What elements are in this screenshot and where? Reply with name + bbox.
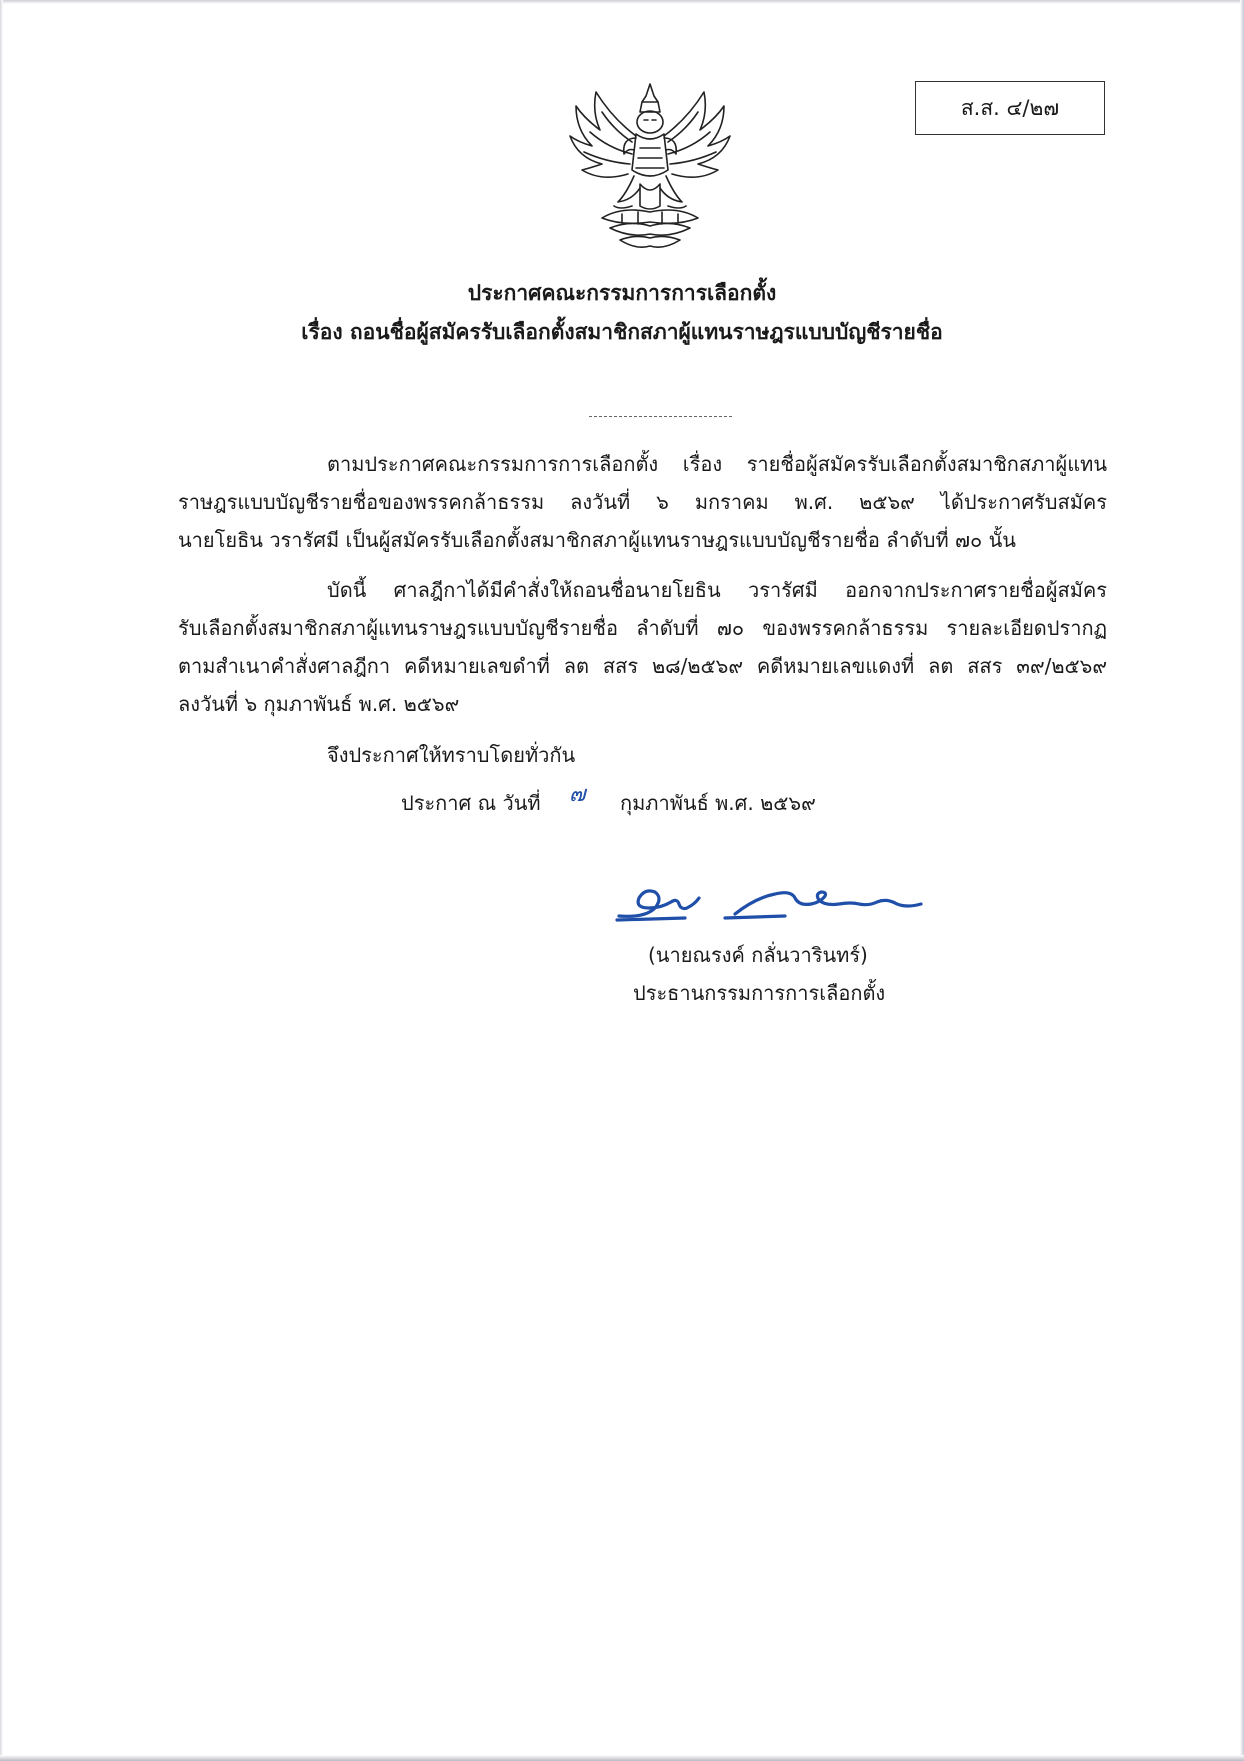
signatory-name: (นายณรงค์ กลั่นวารินทร์) — [648, 943, 868, 967]
page-edge — [0, 0, 3, 1761]
announce-date-suffix: กุมภาพันธ์ พ.ศ. ๒๕๖๙ — [620, 791, 816, 815]
announce-date-prefix: ประกาศ ณ วันที่ — [401, 791, 541, 815]
garuda-emblem-icon — [562, 78, 738, 258]
document-code-box — [915, 81, 1105, 135]
page-edge — [0, 1755, 1244, 1761]
paragraph-1-line: นายโยธิน วรารัศมี เป็นผู้สมัครรับเลือกตั้งสมาชิกสภาผู้แทนราษฎรแบบบัญชีรายชื่อ ลำดับที่ ๗๐ นั้น — [178, 528, 1016, 552]
paragraph-1-line: ตามประกาศคณะกรรมการการเลือกตั้ง เรื่อง รายชื่อผู้สมัครรับเลือกตั้งสมาชิกสภาผู้แทน — [327, 452, 1107, 476]
title-separator — [589, 416, 732, 417]
signatory-position: ประธานกรรมการการเลือกตั้ง — [633, 981, 886, 1005]
paragraph-2-line: ตามสำเนาคำสั่งศาลฎีกา คดีหมายเลขดำที่ ลต สสร ๒๘/๒๕๖๙ คดีหมายเลขแดงที่ ลต สสร ๓๙/๒๕๖๙ — [178, 654, 1107, 678]
closing-statement: จึงประกาศให้ทราบโดยทั่วกัน — [327, 743, 576, 767]
document-subject: เรื่อง ถอนชื่อผู้สมัครรับเลือกตั้งสมาชิกสภาผู้แทนราษฎรแบบบัญชีรายชื่อ — [301, 320, 943, 344]
document-title: ประกาศคณะกรรมการการเลือกตั้ง — [467, 281, 777, 305]
document-code: ส.ส. ๔/๒๗ — [960, 95, 1060, 120]
announce-date-day: ๗ — [569, 782, 586, 807]
signature-icon — [615, 868, 935, 928]
page-edge — [1240, 0, 1244, 1761]
paragraph-2-line: บัดนี้ ศาลฎีกาได้มีคำสั่งให้ถอนชื่อนายโยธิน วรารัศมี ออกจากประกาศรายชื่อผู้สมัคร — [327, 578, 1107, 602]
paragraph-1-line: ราษฎรแบบบัญชีรายชื่อของพรรคกล้าธรรม ลงวันที่ ๖ มกราคม พ.ศ. ๒๕๖๙ ได้ประกาศรับสมัคร — [178, 490, 1107, 514]
page-edge — [0, 0, 1244, 4]
paragraph-2-line: รับเลือกตั้งสมาชิกสภาผู้แทนราษฎรแบบบัญชีรายชื่อ ลำดับที่ ๗๐ ของพรรคกล้าธรรม รายละเอียดปรากฏ — [178, 616, 1107, 640]
paragraph-2-line: ลงวันที่ ๖ กุมภาพันธ์ พ.ศ. ๒๕๖๙ — [178, 692, 460, 716]
